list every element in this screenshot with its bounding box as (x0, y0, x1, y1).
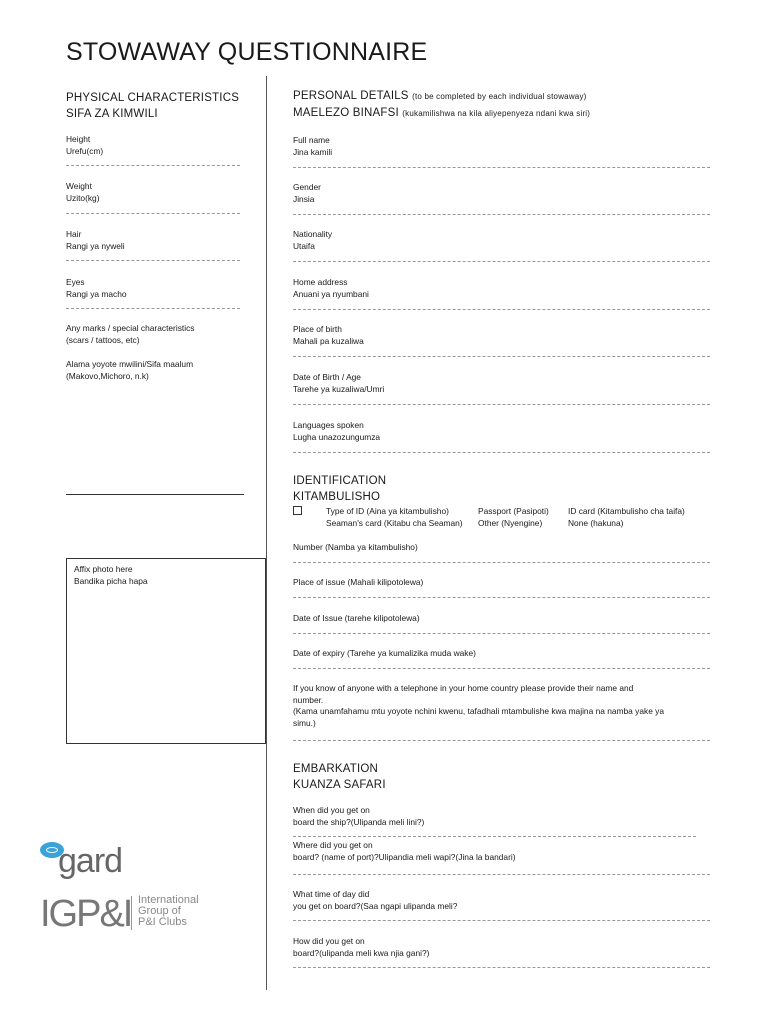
q-where-field (293, 840, 516, 863)
id-number-input[interactable] (293, 562, 710, 563)
q-how-label-2: board?(ulipanda meli kwa njia gani?) (293, 947, 430, 958)
marks-label-sw-2: (Makovo,Michoro, n.k) (66, 370, 149, 381)
id-type-label: Type of ID (Aina ya kitambulisho) (326, 506, 449, 516)
date-expiry-label: Date of expiry (Tarehe ya kumalizika muda wake) (293, 648, 476, 658)
fullname-label-sw: Jina kamili (293, 146, 333, 157)
id-option-none[interactable]: None (hakuna) (568, 518, 624, 528)
marks-label-en-1: Any marks / special characteristics (66, 323, 195, 333)
q-where-label-2: board? (name of port)?Ulipandia meli wapi?(Jina la bandari) (293, 851, 516, 862)
physical-heading-sw: SIFA ZA KIMWILI (66, 108, 158, 120)
address-label-sw: Anuani ya nyumbani (293, 288, 369, 299)
weight-input[interactable] (66, 213, 240, 214)
embarkation-heading-sw: KUANZA SAFARI (293, 779, 386, 791)
id-option-seaman[interactable]: Seaman's card (Kitabu cha Seaman) (326, 518, 463, 528)
weight-label-sw: Uzito(kg) (66, 192, 100, 203)
q-time-label-2: you get on board?(Saa ngapi ulipanda meli? (293, 900, 458, 911)
eyes-label-sw: Rangi ya macho (66, 288, 127, 299)
birthplace-label-en: Place of birth (293, 324, 342, 334)
contact-label-sw-2: simu.) (293, 717, 316, 728)
gard-logo-text: gard (58, 842, 123, 880)
embarkation-heading-en: EMBARKATION (293, 763, 379, 775)
identification-heading-sw: KITAMBULISHO (293, 491, 381, 503)
hair-input[interactable] (66, 260, 240, 261)
dob-input[interactable] (293, 404, 710, 405)
height-label-en: Height (66, 134, 91, 144)
height-field (66, 134, 103, 157)
contact-label-sw-1: (Kama unamfahamu mtu yoyote nchini kwenu, tafadhali mtambulishe kwa majina na namba yake ya (293, 706, 665, 716)
photo-box[interactable] (66, 558, 266, 744)
igp-sub-line-1: International (138, 894, 199, 906)
personal-heading-sw: MAELEZO BINAFSI (293, 107, 399, 119)
gender-label-en: Gender (293, 182, 321, 192)
date-expiry-input[interactable] (293, 668, 710, 669)
gender-field (293, 182, 321, 205)
fullname-field (293, 135, 332, 158)
embarkation-heading (293, 761, 386, 793)
physical-heading (66, 90, 239, 122)
marks-field (66, 323, 194, 346)
height-input[interactable] (66, 165, 240, 166)
igp-logo-divider (131, 896, 132, 930)
nationality-field (293, 229, 332, 252)
languages-input[interactable] (293, 452, 710, 453)
birthplace-field (293, 324, 364, 347)
dob-field (293, 372, 384, 395)
weight-field (66, 181, 100, 204)
column-divider (266, 76, 267, 990)
gender-input[interactable] (293, 214, 710, 215)
id-option-passport[interactable]: Passport (Pasipoti) (478, 506, 549, 516)
eyes-label-en: Eyes (66, 277, 85, 287)
height-label-sw: Urefu(cm) (66, 145, 104, 156)
id-number-label: Number (Namba ya kitambulisho) (293, 542, 418, 552)
hair-field (66, 229, 125, 252)
date-issue-label: Date of Issue (tarehe kilipotolewa) (293, 613, 420, 623)
photo-label-sw: Bandika picha hapa (74, 575, 148, 586)
marks-label-en-2: (scars / tattoos, etc) (66, 334, 140, 345)
q-when-input[interactable] (293, 836, 696, 837)
q-when-label-2: board the ship?(Ulipanda meli lini?) (293, 816, 425, 827)
q-time-field (293, 889, 457, 912)
personal-note-en: (to be completed by each individual stowaway) (412, 92, 587, 101)
nationality-label-en: Nationality (293, 229, 333, 239)
q-how-input[interactable] (293, 967, 710, 968)
id-type-col-1 (326, 505, 463, 529)
identification-heading-en: IDENTIFICATION (293, 475, 387, 487)
page-title: STOWAWAY QUESTIONNAIRE (66, 38, 428, 66)
identification-heading (293, 473, 386, 505)
id-type-checkbox[interactable] (293, 506, 302, 515)
dob-label-sw: Tarehe ya kuzaliwa/Umri (293, 383, 385, 394)
address-field (293, 277, 369, 300)
q-where-input[interactable] (293, 874, 710, 875)
eyes-input[interactable] (66, 308, 240, 309)
id-type-col-3 (568, 505, 685, 529)
personal-heading-en: PERSONAL DETAILS (293, 90, 409, 102)
id-type-col-2 (478, 505, 549, 529)
fullname-input[interactable] (293, 167, 710, 168)
q-where-label-1: Where did you get on (293, 840, 373, 850)
q-how-field (293, 936, 429, 959)
languages-label-en: Languages spoken (293, 420, 364, 430)
personal-note-sw: (kukamilishwa na kila aliyepenyeza ndani kwa siri) (402, 109, 591, 118)
q-time-input[interactable] (293, 920, 710, 921)
eyes-field (66, 277, 127, 300)
contact-input[interactable] (293, 740, 710, 741)
hair-label-en: Hair (66, 229, 82, 239)
marks-input-line[interactable] (66, 494, 244, 495)
igp-sub-line-3: P&I Clubs (138, 916, 187, 928)
q-how-label-1: How did you get on (293, 936, 365, 946)
place-issue-input[interactable] (293, 597, 710, 598)
birthplace-input[interactable] (293, 356, 710, 357)
id-option-idcard[interactable]: ID card (Kitambulisho cha taifa) (568, 506, 685, 516)
contact-field (293, 683, 718, 729)
place-issue-label: Place of issue (Mahali kilipotolewa) (293, 577, 424, 587)
fullname-label-en: Full name (293, 135, 330, 145)
birthplace-label-sw: Mahali pa kuzaliwa (293, 335, 364, 346)
physical-heading-en: PHYSICAL CHARACTERISTICS (66, 92, 240, 104)
languages-label-sw: Lugha unazozungumza (293, 431, 381, 442)
address-input[interactable] (293, 309, 710, 310)
date-issue-input[interactable] (293, 633, 710, 634)
photo-label-en: Affix photo here (74, 564, 133, 574)
nationality-label-sw: Utaifa (293, 240, 315, 251)
igp-logo-subtitle (138, 895, 199, 928)
q-when-field (293, 805, 424, 828)
dob-label-en: Date of Birth / Age (293, 372, 361, 382)
igp-sub-line-2: Group of (138, 905, 181, 917)
weight-label-en: Weight (66, 181, 92, 191)
nationality-input[interactable] (293, 261, 710, 262)
marks-label-sw-1: Alama yoyote mwilini/Sifa maalum (66, 359, 194, 369)
contact-label-en-2: number. (293, 694, 324, 705)
marks-field-sw (66, 359, 193, 382)
igp-logo-text: IGP&I (40, 893, 132, 935)
q-when-label-1: When did you get on (293, 805, 370, 815)
personal-heading (293, 88, 590, 122)
languages-field (293, 420, 380, 443)
hair-label-sw: Rangi ya nyweli (66, 240, 125, 251)
contact-label-en-1: If you know of anyone with a telephone in your home country please provide their name and (293, 683, 634, 693)
gender-label-sw: Jinsia (293, 193, 315, 204)
address-label-en: Home address (293, 277, 348, 287)
q-time-label-1: What time of day did (293, 889, 370, 899)
id-option-other[interactable]: Other (Nyengine) (478, 518, 543, 528)
